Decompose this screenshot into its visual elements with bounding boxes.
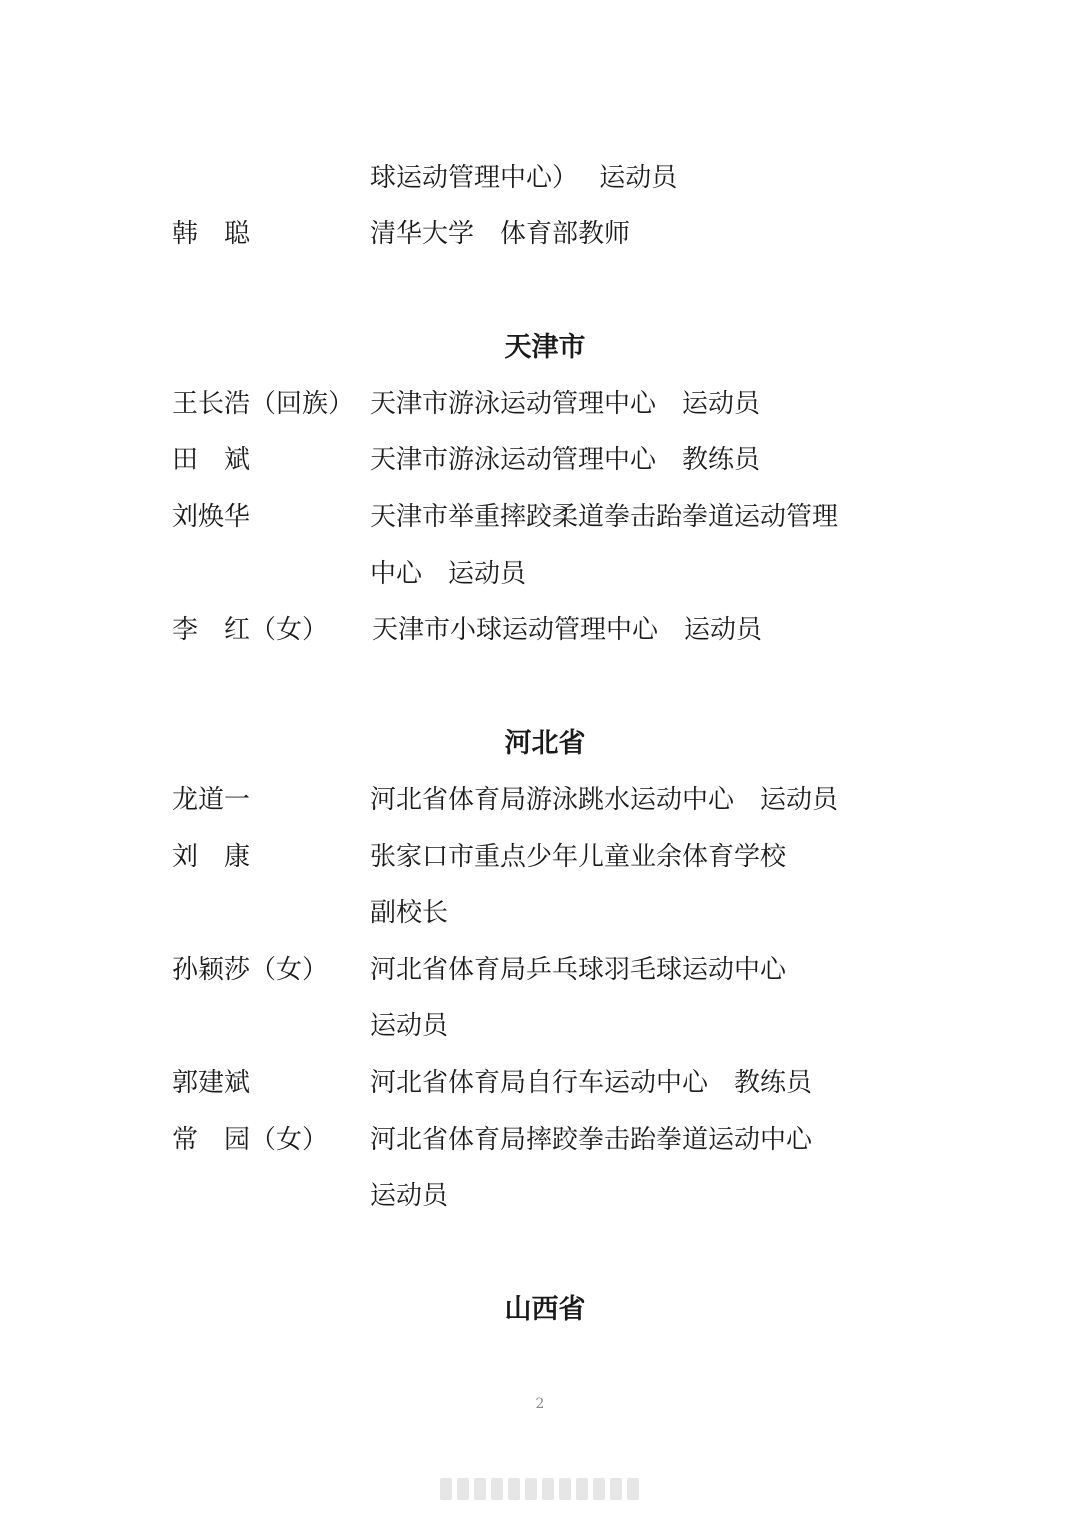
person-org-continued: 运动员 xyxy=(370,1011,449,1041)
person-org: 河北省体育局游泳跳水运动中心 运动员 xyxy=(370,785,839,815)
person-org: 河北省体育局乒乓球羽毛球运动中心 xyxy=(370,955,787,985)
person-name: 韩 聪 xyxy=(172,219,251,249)
page-number: 2 xyxy=(535,1396,545,1412)
person-name: 王长浩（回族） xyxy=(172,389,355,419)
person-name: 李 红（女） xyxy=(172,615,329,645)
person-name: 龙道一 xyxy=(172,785,251,815)
person-org: 河北省体育局自行车运动中心 教练员 xyxy=(370,1068,813,1098)
person-org-continued: 运动员 xyxy=(370,1181,449,1211)
person-org-continued: 副校长 xyxy=(370,898,449,928)
section-heading-tianjin: 天津市 xyxy=(504,332,586,363)
person-org: 张家口市重点少年儿童业余体育学校 xyxy=(370,842,787,872)
person-org-continued: 中心 运动员 xyxy=(370,559,527,589)
continued-org-line: 球运动管理中心） 运动员 xyxy=(370,163,678,193)
person-name: 田 斌 xyxy=(172,445,251,475)
section-heading-shanxi: 山西省 xyxy=(504,1294,586,1325)
person-name: 刘 康 xyxy=(172,842,251,872)
person-name: 郭建斌 xyxy=(172,1068,251,1098)
person-name: 孙颖莎（女） xyxy=(172,955,329,985)
person-org: 天津市游泳运动管理中心 教练员 xyxy=(370,445,761,475)
person-org: 天津市举重摔跤柔道拳击跆拳道运动管理 xyxy=(370,502,839,532)
watermark xyxy=(440,1478,639,1500)
person-name: 刘焕华 xyxy=(172,502,251,532)
person-org: 清华大学 体育部教师 xyxy=(370,219,631,249)
person-org: 天津市游泳运动管理中心 运动员 xyxy=(370,389,761,419)
person-org: 天津市小球运动管理中心 运动员 xyxy=(372,615,763,645)
section-heading-hebei: 河北省 xyxy=(504,728,586,759)
person-org: 河北省体育局摔跤拳击跆拳道运动中心 xyxy=(370,1125,813,1155)
person-name: 常 园（女） xyxy=(172,1125,329,1155)
